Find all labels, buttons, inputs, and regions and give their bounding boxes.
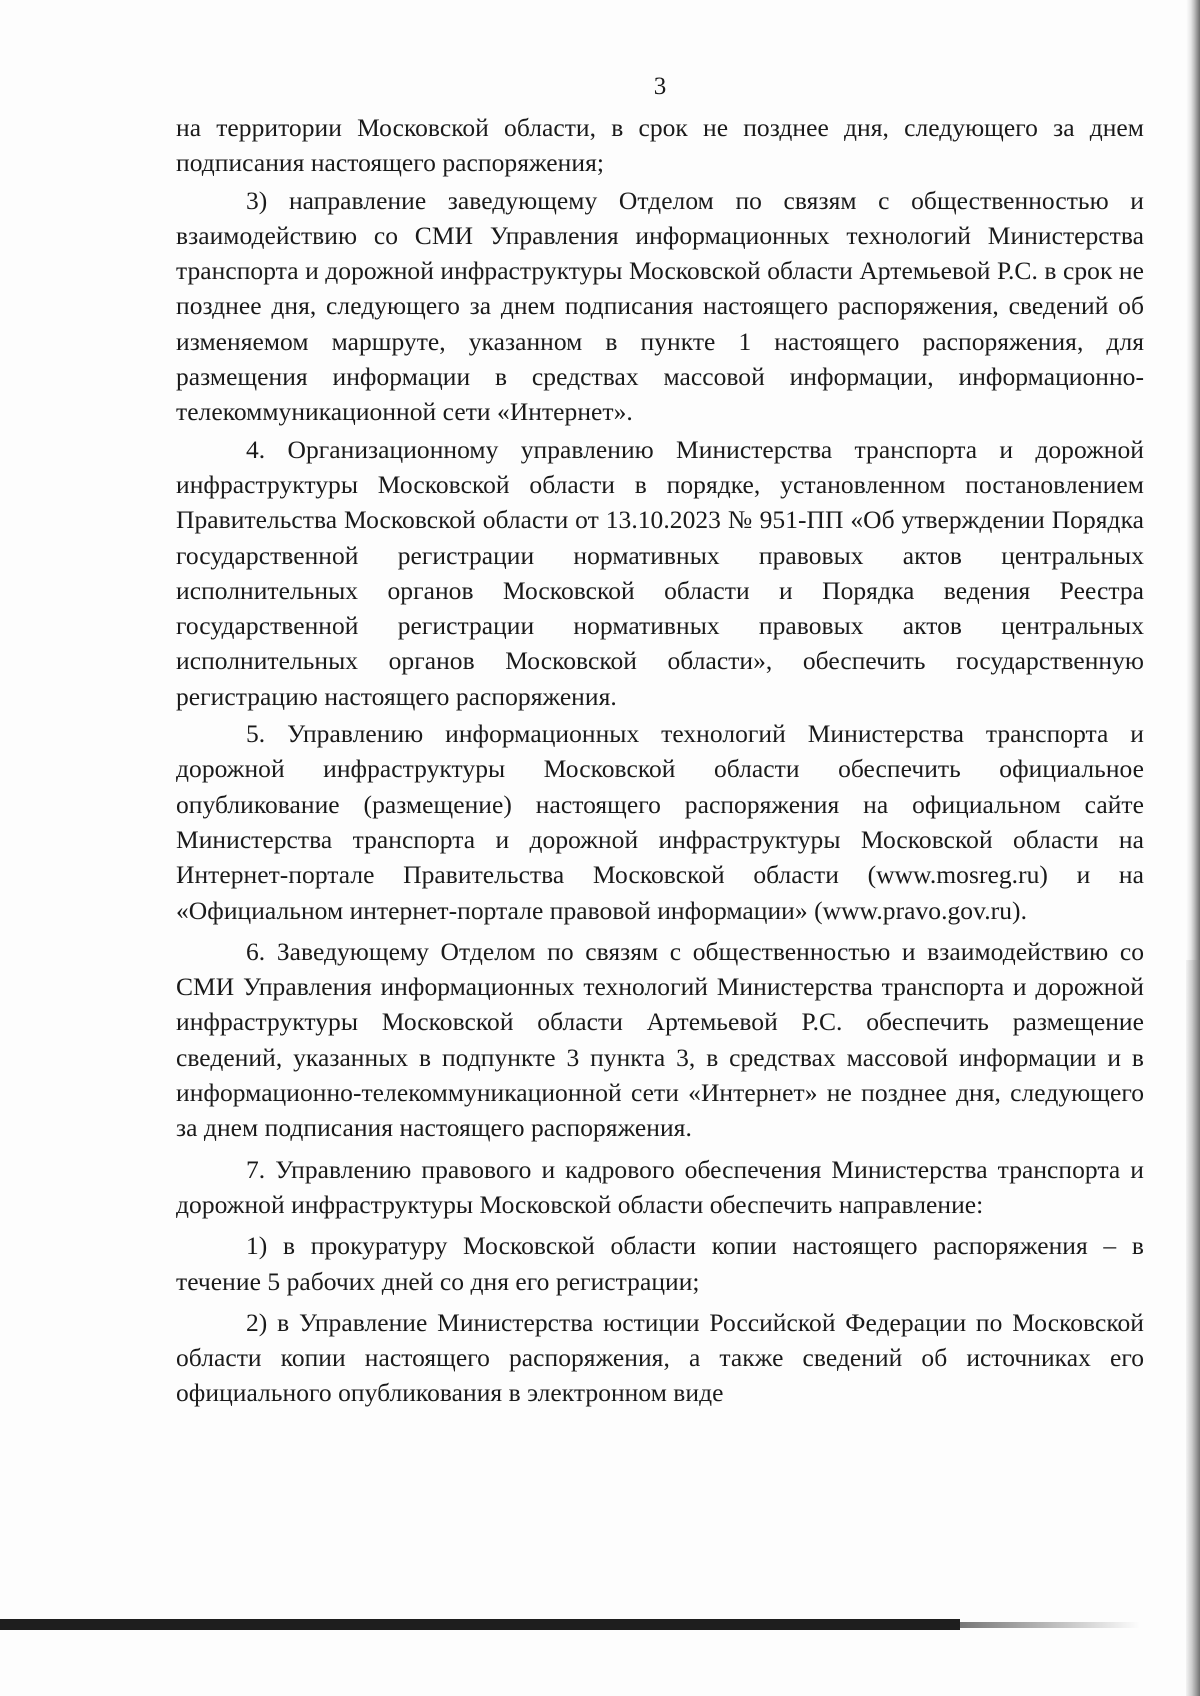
scan-edge-shadow-lower — [1186, 960, 1200, 1696]
page-number: 3 — [653, 73, 667, 100]
paragraph-item-5: 5. Управлению информационных технологий Министерства транспорта и дорожной инфраструктуры Московской области обеспечить официальное опубликование (размещение) настоящего распоряжения на официальном сайте Министерства транспорта и дорожной инфраструктуры Московской области на Интернет-портале Правительства Московской области (www.mosreg.ru) и на «Официальном интернет-портале правовой информации» (www.pravo.gov.ru). — [176, 719, 1144, 925]
paragraph-subitem-1: 1) в прокуратуру Московской области копии настоящего распоряжения – в течение 5 рабочих дней со дня его регистрации; — [176, 1231, 1144, 1296]
paragraph-subitem-2: 2) в Управление Министерства юстиции Российской Федерации по Московской области копии настоящего распоряжения, а также сведений об источниках его официального опубликования в электронном виде — [176, 1307, 1144, 1408]
paragraph-continuation: на территории Московской области, в срок не позднее дня, следующего за днем подписания настоящего распоряжения; — [176, 113, 1144, 178]
paragraph-item-4: 4. Организационному управлению Министерства транспорта и дорожной инфраструктуры Московской области в порядке, установленном постановлением Правительства Московской области от 13.10.2023 № 951-ПП «Об утверждении Порядка государственной регистрации нормативных правовых актов центральных исполнительных органов Московской области и Порядка ведения Реестра государственной регистрации нормативных правовых актов центральных исполнительных органов Московской области», обеспечить государственную регистрацию настоящего распоряжения. — [176, 434, 1144, 711]
paragraph-subitem-3: 3) направление заведующему Отделом по связям с общественностью и взаимодействию со СМИ Управления информационных технологий Министерства транспорта и дорожной инфраструктуры Московской области Артемьевой Р.С. в срок не позднее дня, следующего за днем подписания настоящего распоряжения, сведений об изменяемом маршруте, указанном в пункте 1 настоящего распоряжения, для размещения информации в средствах массовой информации, информационно-телекоммуникационной сети «Интернет». — [176, 185, 1144, 427]
scan-bottom-bar-fade — [900, 1622, 1140, 1628]
scan-bottom-bar — [0, 1619, 960, 1630]
paragraph-item-7: 7. Управлению правового и кадрового обеспечения Министерства транспорта и дорожной инфраструктуры Московской области обеспечить направление: — [176, 1154, 1144, 1219]
document-body — [176, 110, 1144, 1411]
paragraph-item-6: 6. Заведующему Отделом по связям с общественностью и взаимодействию со СМИ Управления информационных технологий Министерства транспорта и дорожной инфраструктуры Московской области Артемьевой Р.С. обеспечить размещение сведений, указанных в подпункте 3 пункта 3, в средствах массовой информации и в информационно-телекоммуникационной сети «Интернет» не позднее дня, следующего за днем подписания настоящего распоряжения. — [176, 936, 1144, 1143]
